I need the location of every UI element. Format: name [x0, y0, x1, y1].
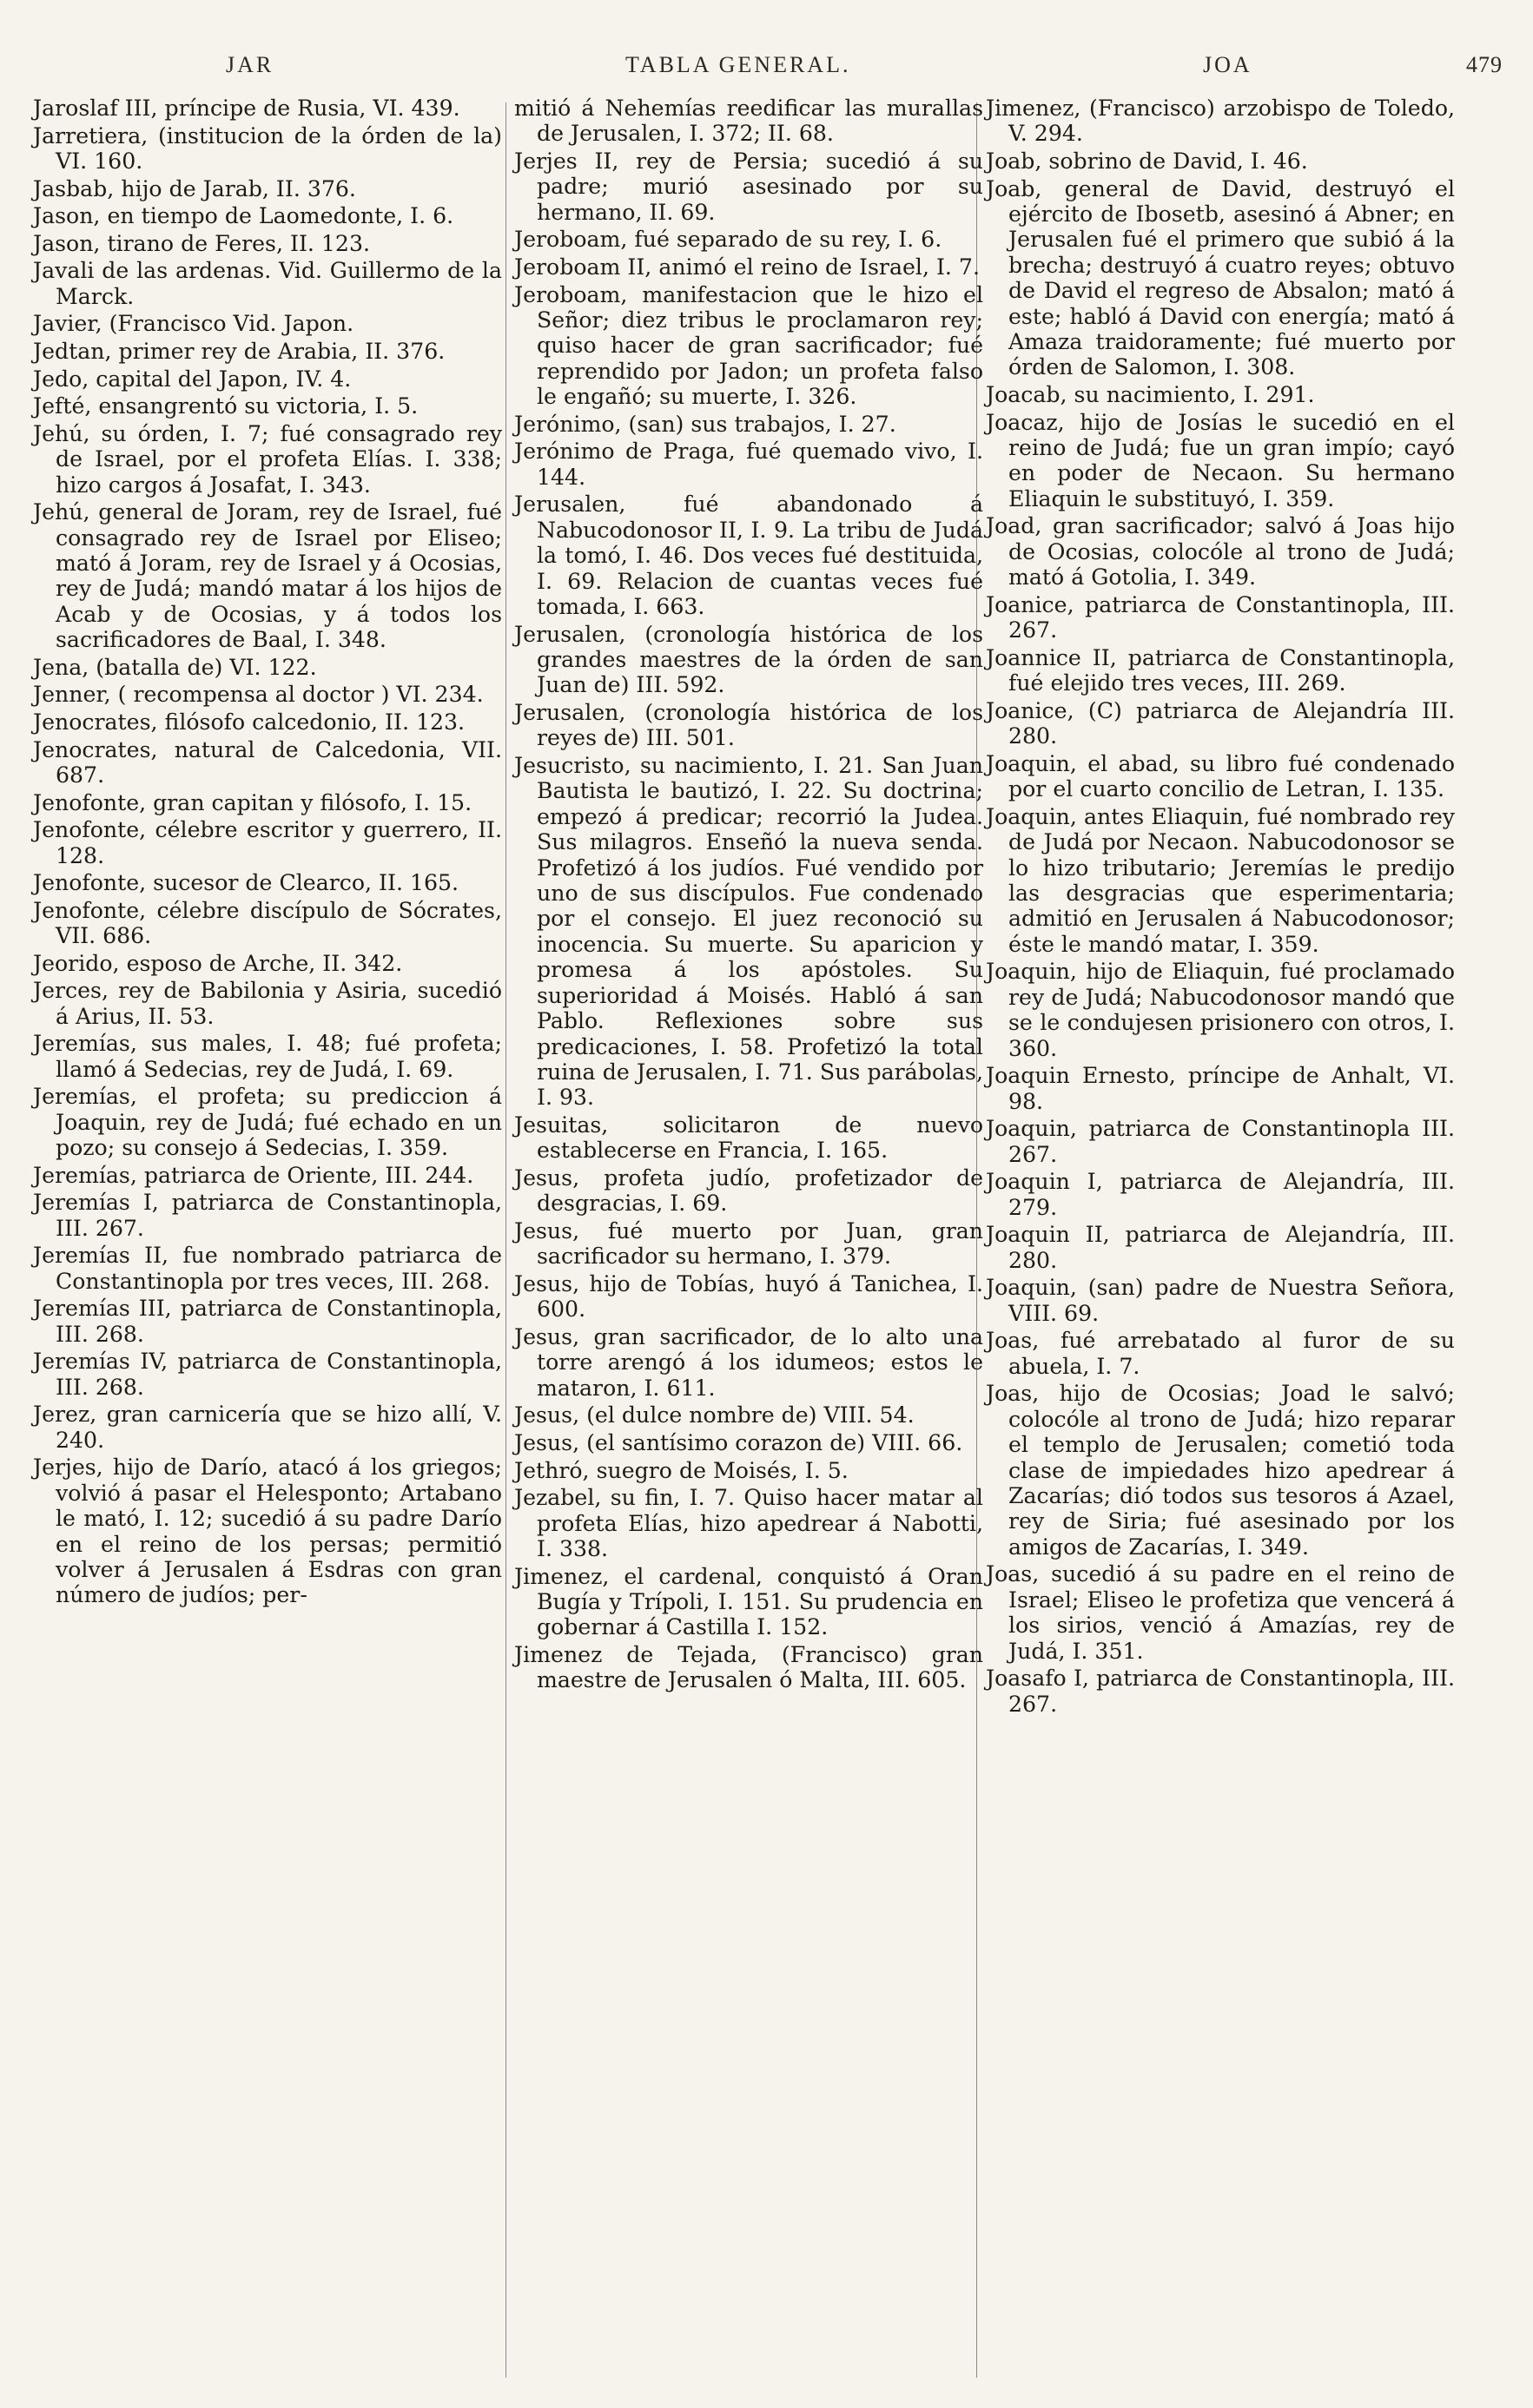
- index-entry: Joab, general de David, destruyó el ejército de Ibosetb, asesinó á Abner; en Jerusalen fué el primero que subió á la brecha; destruyó á cuatro reyes; obtuvo de David el regreso de Absalon; mató á este; habló á David con energía; mató á Amaza traidoramente; fué muerto por órden de Salomon, I. 308.: [986, 175, 1455, 380]
- index-entry: Jeorido, esposo de Arche, II. 342.: [33, 950, 403, 976]
- index-entry: Jehú, su órden, I. 7; fué consagrado rey de Israel, por el profeta Elías. I. 338; hizo cargos á Josafat, I. 343.: [33, 420, 502, 498]
- index-entry: Javier, (Francisco Vid. Japon.: [33, 311, 354, 337]
- index-entry: Jarretiera, (institucion de la órden de la) VI. 160.: [33, 122, 502, 174]
- index-entry: Jerusalen, fué abandonado á Nabucodonosor II, I. 9. La tribu de Judá la tomó, I. 46. Dos veces fué destituida, I. 69. Relacion de cuantas veces fué tomada, I. 663.: [514, 491, 983, 620]
- index-entry: Jeremías, sus males, I. 48; fué profeta; llamó á Sedecias, rey de Judá, I. 69.: [33, 1031, 502, 1082]
- index-entry: Jason, tirano de Feres, II. 123.: [33, 230, 370, 256]
- index-entry: Jeremías, el profeta; su prediccion á Joaquin, rey de Judá; fué echado en un pozo; su consejo á Sedecias, I. 359.: [33, 1084, 502, 1161]
- index-entry: Jerces, rey de Babilonia y Asiria, sucedió á Arius, II. 53.: [33, 978, 502, 1029]
- index-entry: Jenofonte, gran capitan y filósofo, I. 15.: [33, 789, 472, 815]
- index-entry: Joaquin, el abad, su libro fué condenado por el cuarto concilio de Letran, I. 135.: [986, 750, 1455, 802]
- index-entry: Joacaz, hijo de Josías le sucedió en el reino de Judá; fue un gran impío; cayó en poder de Necaon. Su hermano Eliaquin le substituyó, I. 359.: [986, 409, 1455, 511]
- page-number: 479: [1466, 52, 1503, 77]
- index-entry: Jeremías IV, patriarca de Constantinopla, III. 268.: [33, 1349, 502, 1400]
- index-entry: Jimenez, el cardenal, conquistó á Oran Bugía y Trípoli, I. 151. Su prudencia en gobernar á Castilla I. 152.: [514, 1563, 983, 1640]
- index-entry: Jefté, ensangrentó su victoria, I. 5.: [33, 393, 419, 419]
- index-entry: Joaquin, antes Eliaquin, fué nombrado rey de Judá por Necaon. Nabucodonosor se lo hizo tributario; Jeremías le predijo las desgracias que esperimentaria; admitió en Jerusalen á Nabucodonosor; éste le mandó matar, I. 359.: [986, 803, 1455, 957]
- index-entry: mitió á Nehemías reedificar las murallas de Jerusalen, I. 372; II. 68.: [514, 96, 983, 147]
- index-entry: Jason, en tiempo de Laomedonte, I. 6.: [33, 203, 454, 229]
- index-entry: Javali de las ardenas. Vid. Guillermo de la Marck.: [33, 258, 502, 309]
- index-entry: Jerónimo, (san) sus trabajos, I. 27.: [514, 411, 896, 437]
- index-entry: Joas, hijo de Ocosias; Joad le salvó; colocóle al trono de Judá; hizo reparar el templo de Jerusalen; cometió toda clase de impiedades hizo apedrear á Zacarías; dió todos sus tesoros á Azael, rey de Siria; fué asesinado por los amigos de Zacarías, I. 349.: [986, 1381, 1455, 1560]
- index-entry: Jesuitas, solicitaron de nuevo establecerse en Francia, I. 165.: [514, 1112, 983, 1164]
- index-entry: Jesus, fué muerto por Juan, gran sacrificador su hermano, I. 379.: [514, 1217, 983, 1270]
- index-entry: Jehú, general de Joram, rey de Israel, fué consagrado rey de Israel por Eliseo; mató á Joram, rey de Israel y á Ocosias, rey de Judá; mandó matar á los hijos de Acab y de Ocosias, y á todos los sacrificadores de Baal, I. 348.: [33, 499, 502, 653]
- index-entry: Jena, (batalla de) VI. 122.: [33, 654, 317, 680]
- index-entry: Jenocrates, filósofo calcedonio, II. 123.: [33, 709, 466, 735]
- index-entry: Joad, gran sacrificador; salvó á Joas hijo de Ocosias, colocóle al trono de Judá; mató á Gotolia, I. 349.: [986, 513, 1455, 590]
- index-entry: Joannice II, patriarca de Constantinopla, fué elejido tres veces, III. 269.: [986, 644, 1455, 696]
- index-entry: Joaquin, patriarca de Constantinopla III. 267.: [986, 1116, 1455, 1167]
- header-right-guide-word: JOA: [1203, 52, 1252, 77]
- index-entry: Jeremías II, fue nombrado patriarca de Constantinopla por tres veces, III. 268.: [33, 1243, 502, 1294]
- index-entry: Jerónimo de Praga, fué quemado vivo, I. 144.: [514, 439, 983, 490]
- index-entry: Joaquin, (san) padre de Nuestra Señora, VIII. 69.: [986, 1275, 1455, 1326]
- index-entry: Joanice, patriarca de Constantinopla, III. 267.: [986, 591, 1455, 643]
- index-entry: Jesus, gran sacrificador, de lo alto una torre arengó á los idumeos; estos le mataron, I. 611.: [514, 1323, 983, 1401]
- index-entry: Joas, sucedió á su padre en el reino de Israel; Eliseo le profetiza que vencerá á los sirios, venció á Amazías, rey de Judá, I. 351.: [986, 1561, 1455, 1664]
- index-entry: Jeremías I, patriarca de Constantinopla, III. 267.: [33, 1190, 502, 1241]
- index-entry: Joab, sobrino de David, I. 46.: [986, 148, 1308, 174]
- index-entry: Joaquin I, patriarca de Alejandría, III. 279.: [986, 1169, 1455, 1220]
- index-column-1: [33, 96, 502, 1610]
- header-left-guide-word: JAR: [226, 52, 274, 77]
- index-entry: Jenocrates, natural de Calcedonia, VII. 687.: [33, 736, 502, 788]
- index-entry: Joaquin Ernesto, príncipe de Anhalt, VI. 98.: [986, 1063, 1455, 1114]
- index-entry: Joacab, su nacimiento, I. 291.: [986, 382, 1315, 408]
- index-entry: Jenofonte, sucesor de Clearco, II. 165.: [33, 870, 459, 896]
- header-title: TABLA GENERAL.: [625, 52, 851, 77]
- index-entry: Jerez, gran carnicería que se hizo allí, V. 240.: [33, 1402, 502, 1453]
- index-column-3: [986, 96, 1455, 1719]
- index-entry: Jimenez, (Francisco) arzobispo de Toledo, V. 294.: [986, 96, 1455, 147]
- index-entry: Jaroslaf III, príncipe de Rusia, VI. 439.: [33, 96, 460, 121]
- index-entry: Jeroboam, fué separado de su rey, I. 6.: [514, 227, 942, 253]
- index-entry: Jimenez de Tejada, (Francisco) gran maestre de Jerusalen ó Malta, III. 605.: [514, 1641, 983, 1693]
- index-entry: Jerjes II, rey de Persia; sucedió á su padre; murió asesinado por su hermano, II. 69.: [514, 148, 983, 225]
- index-entry: Joasafo I, patriarca de Constantinopla, III. 267.: [986, 1666, 1455, 1717]
- index-entry: Jedo, capital del Japon, IV. 4.: [33, 366, 352, 392]
- index-entry: Joaquin II, patriarca de Alejandría, III. 280.: [986, 1222, 1455, 1273]
- index-entry: Jesus, (el santísimo corazon de) VIII. 66.: [514, 1429, 963, 1455]
- index-entry: Jerjes, hijo de Darío, atacó á los griegos; volvió á pasar el Helesponto; Artabano le mató, I. 12; sucedió á su padre Darío en el reino de los persas; permitió volver á Jerusalen á Esdras con gran número de judíos; per-: [33, 1455, 502, 1608]
- index-entry: Jeremías, patriarca de Oriente, III. 244.: [33, 1162, 474, 1188]
- index-entry: Jeroboam, manifestacion que le hizo el Señor; diez tribus le proclamaron rey; quiso hacer de gran sacrificador; fué reprendido por Jadon; un profeta falso le engañó; su muerte, I. 326.: [514, 281, 983, 410]
- index-entry: Jasbab, hijo de Jarab, II. 376.: [33, 175, 356, 201]
- index-entry: Jenner, ( recompensa al doctor ) VI. 234.: [33, 682, 484, 708]
- column-divider: [505, 102, 506, 2378]
- index-entry: Joanice, (C) patriarca de Alejandría III. 280.: [986, 697, 1455, 749]
- index-entry: Jerusalen, (cronología histórica de los grandes maestres de la órden de san Juan de) III. 592.: [514, 621, 983, 698]
- index-entry: Jezabel, su fin, I. 7. Quiso hacer matar al profeta Elías, hizo apedrear á Nabotti, I. 338.: [514, 1485, 983, 1561]
- index-entry: Jesus, profeta judío, profetizador de desgracias, I. 69.: [514, 1164, 983, 1217]
- index-entry: Jethró, suegro de Moisés, I. 5.: [514, 1457, 849, 1483]
- running-header: [35, 52, 1503, 92]
- index-entry: Jenofonte, célebre escritor y guerrero, II. 128.: [33, 817, 502, 868]
- index-entry: Jedtan, primer rey de Arabia, II. 376.: [33, 338, 446, 364]
- index-entry: Jerusalen, (cronología histórica de los reyes de) III. 501.: [514, 700, 983, 751]
- index-entry: Joas, fué arrebatado al furor de su abuela, I. 7.: [986, 1328, 1455, 1379]
- index-entry: Jesucristo, su nacimiento, I. 21. San Juan Bautista le bautizó, I. 22. Su doctrina; empezó á predicar; recorrió la Judea. Sus milagros. Enseñó la nueva senda. Profetizó á los judíos. Fué vendido por uno de sus discípulos. Fue condenado por el consejo. El juez reconoció su inocencia. Su muerte. Su aparicion y promesa á los apóstoles. Su superioridad á Moisés. Habló á san Pablo. Reflexiones sobre sus predicaciones, I. 58. Profetizó la total ruina de Jerusalen, I. 71. Sus parábolas, I. 93.: [514, 753, 983, 1111]
- index-entry: Joaquin, hijo de Eliaquin, fué proclamado rey de Judá; Nabucodonosor mandó que se le condujesen prisionero con otros, I. 360.: [986, 959, 1455, 1061]
- index-entry: Jenofonte, célebre discípulo de Sócrates, VII. 686.: [33, 897, 502, 949]
- index-entry: Jeroboam II, animó el reino de Israel, I. 7.: [514, 254, 980, 280]
- index-entry: Jeremías III, patriarca de Constantinopla, III. 268.: [33, 1296, 502, 1347]
- index-entry: Jesus, hijo de Tobías, huyó á Tanichea, I. 600.: [514, 1270, 983, 1323]
- index-column-2: [514, 96, 983, 1695]
- index-entry: Jesus, (el dulce nombre de) VIII. 54.: [514, 1402, 915, 1428]
